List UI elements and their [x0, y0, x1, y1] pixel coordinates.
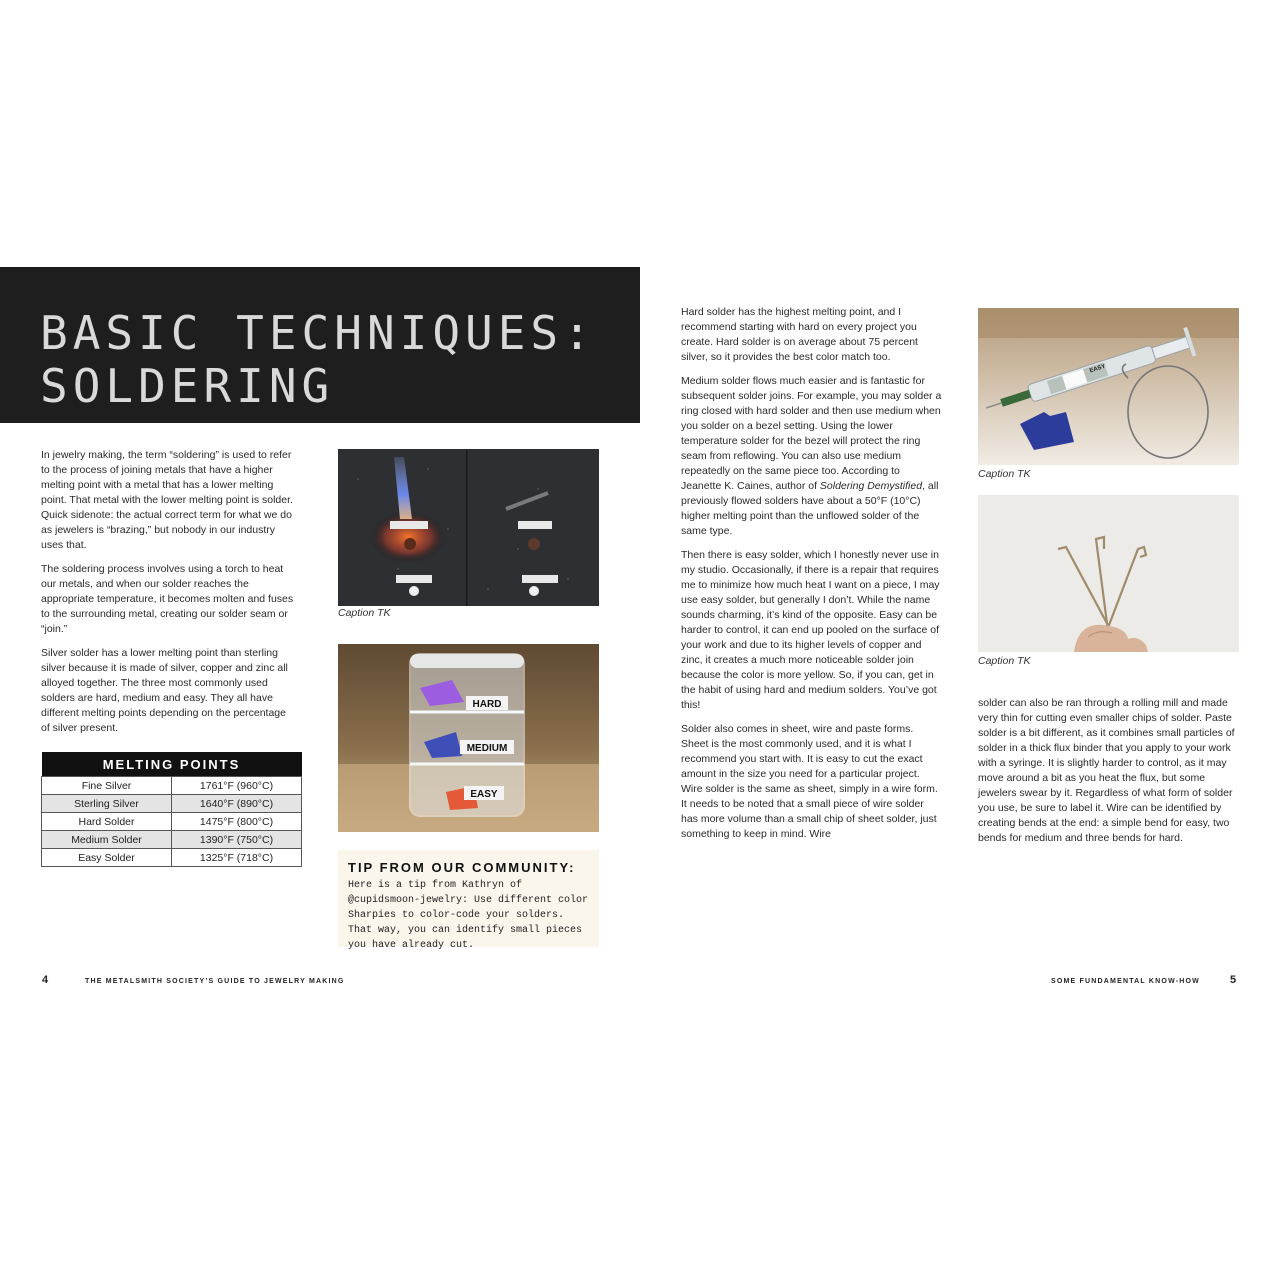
solder-forms-photo [978, 308, 1239, 465]
paragraph-hard-solder: Hard solder has the highest melting point, and I recommend starting with hard on every project you create. Hard solder is on average about 75 percent silver, so it provides the best color match too. [681, 306, 918, 363]
paragraph-wire-paste-solder: solder can also be ran through a rolling mill and made very thin for cutting even smaller chips of solder. Paste solder is a bit different, as it combines small particles of solder in a thick flux binder that you apply to your work with a syringe. It is slightly harder to control, as it may move around a bit as you heat the flux, but some jewelers swear by it. Regardless of what form of solder you use, be sure to label it. Wire can be identified by creating bends at the end: a simple bend for easy, two bends for medium and three bends for hard. [978, 697, 1235, 844]
metal-name: Hard Solder [42, 813, 172, 831]
solder-jars-photo [338, 644, 599, 832]
paragraph-soldering-process: The soldering process involves using a torch to heat our metals, and when our solder reaches the appropriate temperature, it becomes molten and fuses to the surrounding metal, creating our solder seam or “join.” [41, 563, 294, 635]
paragraph-solder-forms: Solder also comes in sheet, wire and paste forms. Sheet is the most commonly used, and it is what I recommend you start with. It is easy to cut the exact amount in the size you need for a particular project. Wire solder is the same as sheet, simply in a wire form. It needs to be noted that a small piece of wire solder has more volume than a small chip of sheet solder, just something to keep in mind. Wire [681, 723, 938, 840]
right-running-title: SOME FUNDAMENTAL KNOW-HOW [1051, 978, 1200, 985]
book-title: Soldering Demystified [819, 480, 923, 492]
tip-body: Here is a tip from Kathryn of @cupidsmoon-jewelry: Use different color Sharpies to color-code your solders. That way, you can identify small pieces you have already cut. [348, 880, 589, 951]
community-tip-box [338, 850, 599, 951]
paragraph-medium-solder [681, 374, 943, 539]
page-title-line-1: BASIC TECHNIQUES: [40, 306, 596, 360]
melting-temp: 1390°F (750°C) [172, 831, 302, 849]
left-column-text [41, 448, 297, 745]
easy-jar-label: EASY [470, 789, 498, 800]
torch-soldering-photo [338, 449, 599, 606]
melting-points-table [41, 752, 302, 867]
medium-solder-text-end: , all previously flowed solders have about a 50°F (10°C) higher melting point than the unflowed solder of the same type. [681, 480, 939, 537]
melting-temp: 1761°F (960°C) [172, 777, 302, 795]
syringe-label: EASY [1088, 363, 1107, 375]
melting-temp: 1475°F (800°C) [172, 813, 302, 831]
wires-photo-caption: Caption TK [978, 655, 1031, 667]
table-row [42, 849, 302, 867]
table-row [42, 831, 302, 849]
tip-title: TIP FROM OUR COMMUNITY: [348, 860, 576, 875]
hard-jar-label: HARD [472, 699, 502, 710]
title-banner [0, 267, 640, 423]
melting-points-header: MELTING POINTS [42, 752, 302, 777]
metal-name: Medium Solder [42, 831, 172, 849]
right-page-number: 5 [1230, 974, 1237, 986]
table-row [42, 777, 302, 795]
paragraph-silver-solder: Silver solder has a lower melting point than sterling silver because it is made of silver, copper and zinc all alloyed together. The three most commonly used solders are hard, medium and easy. They all have different melting points depending on the percentage of silver present. [41, 647, 288, 734]
melting-temp: 1640°F (890°C) [172, 795, 302, 813]
table-row [42, 813, 302, 831]
page-title-line-2: SOLDERING [40, 359, 335, 413]
paragraph-easy-solder: Then there is easy solder, which I honestly never use in my studio. Occasionally, if there is a repair that requires me to minimize how much heat I want on a piece, I may use easy solder, but generally I don’t. While the name sounds charming, it’s kind of the opposite. Easy can be harder to control, it can end up pooled on the surface of your work and due to its higher levels of copper and zinc, it creates a much more noticeable solder join because the color is more yellow. So, if you can, get in the habit of using hard and medium solders. You’ve got this! [681, 549, 940, 711]
table-row [42, 795, 302, 813]
metal-name: Easy Solder [42, 849, 172, 867]
torch-photo-caption: Caption TK [338, 607, 391, 619]
metal-name: Sterling Silver [42, 795, 172, 813]
wire-solder-bends-photo [978, 495, 1239, 652]
middle-column-text [681, 305, 943, 851]
left-page-number: 4 [42, 974, 49, 986]
medium-jar-label: MEDIUM [466, 743, 508, 754]
paragraph-soldering-definition: In jewelry making, the term “soldering” is used to refer to the process of joining metals that have a higher melting point with a metal that has a lower melting point. That metal with the lower melting point is solder. Quick sidenote: the actual correct term for what we do as jewelers is “brazing,” but nobody in our industry uses that. [41, 449, 293, 551]
metal-name: Fine Silver [42, 777, 172, 795]
left-running-title: THE METALSMITH SOCIETY’S GUIDE TO JEWELRY MAKING [85, 978, 345, 985]
right-column-text [978, 696, 1238, 855]
medium-solder-text: Medium solder flows much easier and is fantastic for subsequent solder joins. For example, you may solder a ring closed with hard solder and then use medium when you solder on a bezel setting. Using the lower temperature solder for the bezel will protect the ring seam from reflowing. You can also use medium repeatedly on the same piece too. According to Jeanette K. Caines, author of [681, 375, 942, 492]
syringe-photo-caption: Caption TK [978, 468, 1031, 480]
melting-temp: 1325°F (718°C) [172, 849, 302, 867]
